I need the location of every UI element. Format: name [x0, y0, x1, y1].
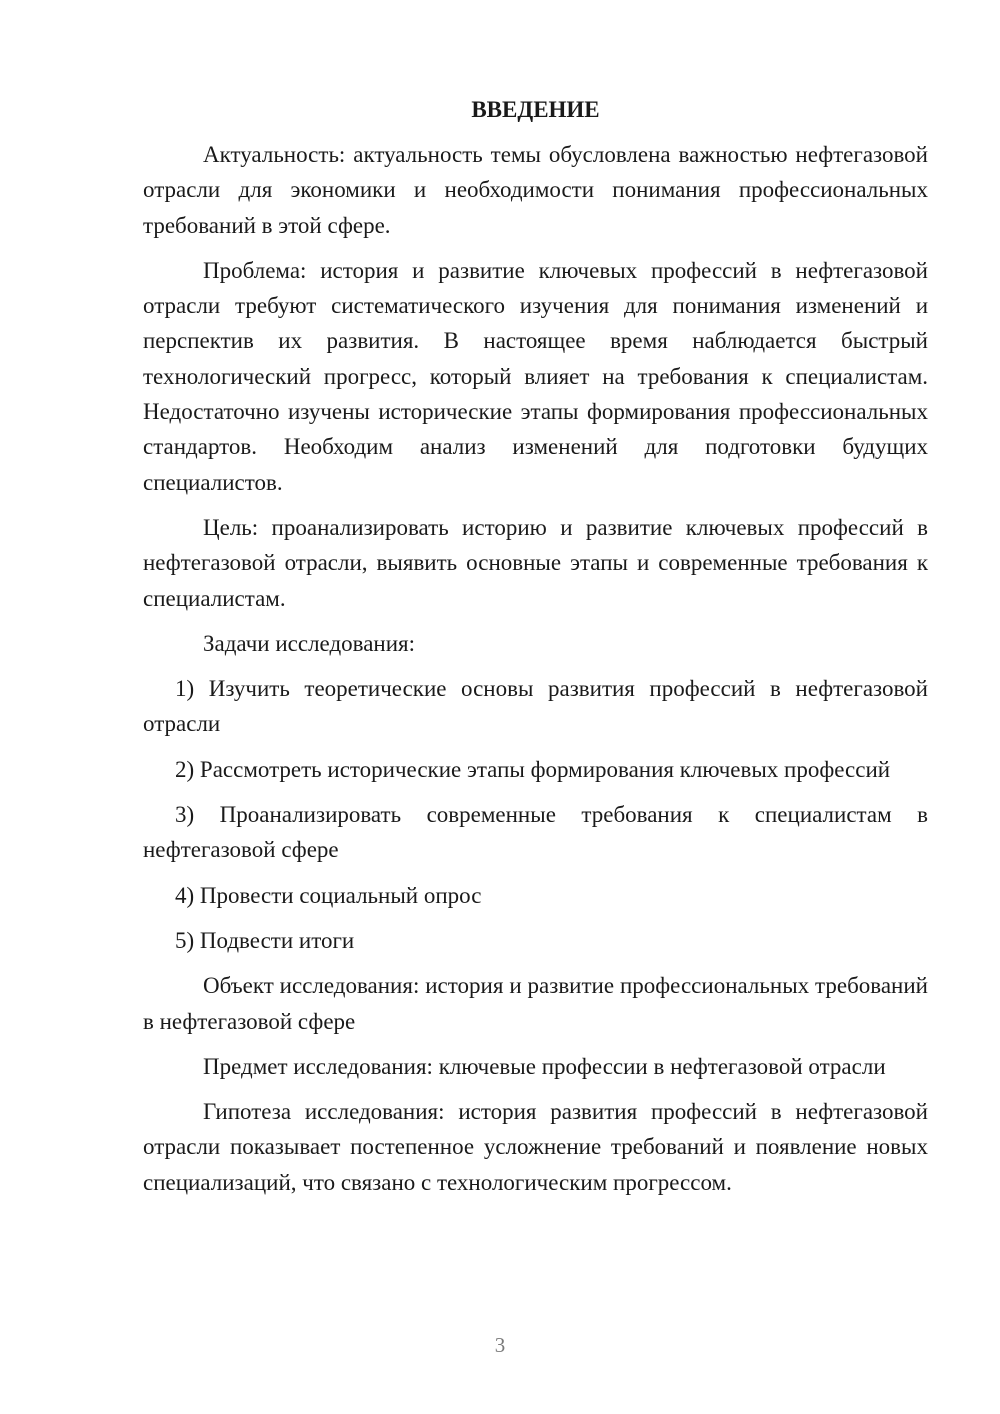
tasks-heading: Задачи исследования:: [203, 630, 416, 656]
page-number: 3: [494, 1333, 506, 1357]
relevance-paragraph: Актуальность: актуальность темы обусловлена важностью нефтегазовой отрасли для экономики и необходимости понимания профессиональных требований в этой сфере.: [143, 142, 928, 238]
task-item-4: 4) Провести социальный опрос: [175, 882, 482, 908]
subject-paragraph: Предмет исследования: ключевые профессии в нефтегазовой отрасли: [203, 1053, 886, 1079]
goal-paragraph: Цель: проанализировать историю и развитие ключевых профессий в нефтегазовой отрасли, выявить основные этапы и современные требования к специалистам.: [143, 514, 928, 611]
object-paragraph: Объект исследования: история и развитие профессиональных требований в нефтегазовой сфере: [143, 973, 928, 1034]
task-item-2: 2) Рассмотреть исторические этапы формирования ключевых профессий: [175, 756, 891, 782]
task-item-5: 5) Подвести итоги: [175, 927, 355, 953]
task-item-3: 3) Проанализировать современные требования к специалистам в нефтегазовой сфере: [143, 802, 928, 863]
task-item-1: 1) Изучить теоретические основы развития профессий в нефтегазовой отрасли: [143, 676, 928, 737]
document-page: [143, 92, 928, 1210]
hypothesis-paragraph: Гипотеза исследования: история развития профессий в нефтегазовой отрасли показывает постепенное усложнение требований и появление новых специализаций, что связано с технологическим прогрессом.: [143, 1099, 928, 1195]
problem-paragraph: Проблема: история и развитие ключевых профессий в нефтегазовой отрасли требуют систематического изучения для понимания изменений и перспектив их развития. В настоящее время наблюдается быстрый технологический прогресс, который влияет на требования к специалистам. Недостаточно изучены исторические этапы формирования профессиональных стандартов. Необходим анализ изменений для подготовки будущих специалистов.: [143, 257, 928, 495]
section-title: ВВЕДЕНИЕ: [471, 97, 600, 122]
